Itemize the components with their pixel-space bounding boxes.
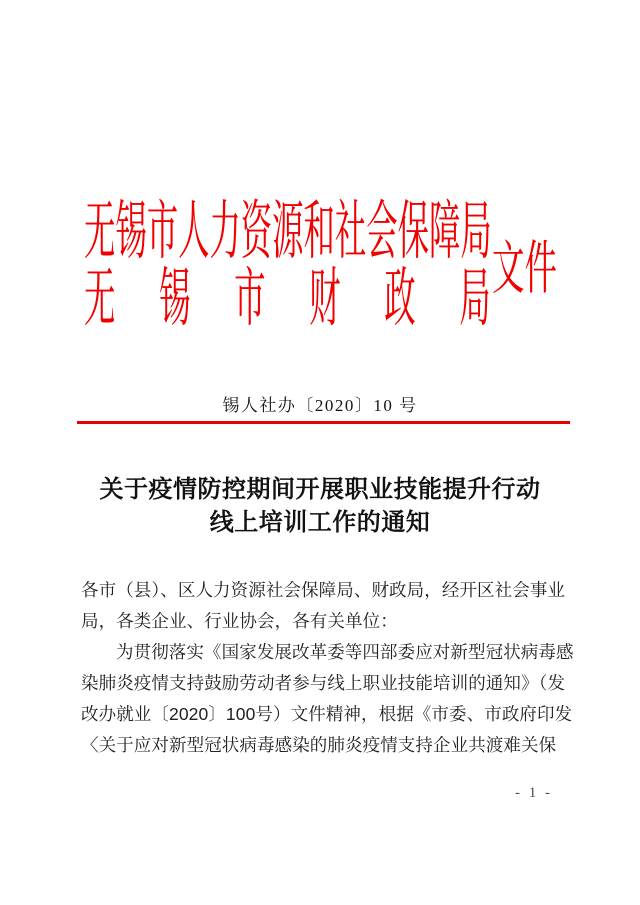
page-number: - 1 - — [515, 785, 550, 801]
letterhead-agency-line1: 无锡市人力资源和社会保障局 — [84, 195, 492, 267]
letterhead-char: 财 — [309, 262, 341, 334]
document-title-line2: 线上培训工作的通知 — [209, 509, 431, 536]
body-line: 为贯彻落实《国家发展改革委等四部委应对新型冠状病毒感 — [116, 642, 574, 662]
letterhead-char: 锡 — [159, 262, 191, 334]
body-line: 改办就业〔2020〕100号）文件精神，根据《市委、市政府印发 — [81, 704, 573, 724]
document-title — [0, 473, 640, 539]
body-line: 染肺炎疫情支持鼓励劳动者参与线上职业技能培训的通知》（发 — [81, 673, 566, 693]
letterhead-char: 市 — [234, 262, 266, 334]
document-title-line1: 关于疫情防控期间开展职业技能提升行动 — [99, 476, 541, 503]
letterhead-char: 局 — [459, 262, 491, 334]
document-number: 锡人社办〔2020〕10 号 — [222, 396, 418, 415]
body-line: 各市（县）、区人力资源社会保障局、财政局，经开区社会事业 — [81, 580, 566, 600]
letterhead-document-word: 文件 — [492, 236, 557, 301]
body-text — [81, 575, 578, 761]
red-divider-rule — [77, 421, 570, 424]
letterhead-char: 政 — [384, 262, 416, 334]
body-line: 局，各类企业、行业协会，各有关单位： — [81, 611, 398, 631]
letterhead-agency-line2 — [84, 262, 491, 334]
body-line: 〈关于应对新型冠状病毒感染的肺炎疫情支持企业共渡难关保 — [81, 735, 557, 755]
letterhead-char: 无 — [84, 262, 116, 334]
